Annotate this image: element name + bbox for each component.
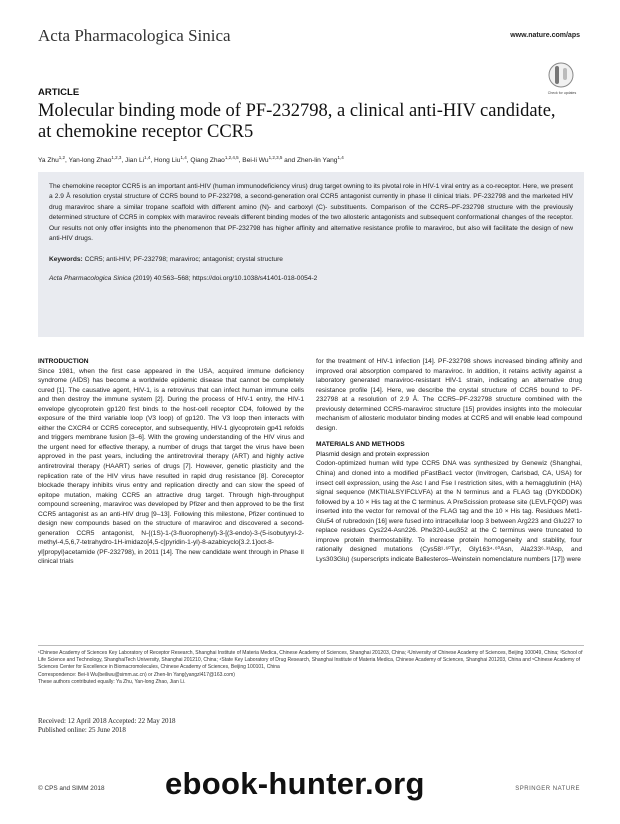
author: Qiang Zhao bbox=[190, 157, 225, 165]
publication-dates bbox=[38, 717, 175, 736]
keywords bbox=[49, 256, 573, 263]
publisher-logo: SPRINGER NATURE bbox=[515, 786, 580, 792]
check-for-updates-icon[interactable] bbox=[547, 61, 575, 91]
author-affil: 1,4 bbox=[180, 155, 187, 160]
copyright: © CPS and SIMM 2018 bbox=[38, 785, 105, 792]
paragraph: Since 1981, when the first case appeared in the USA, acquired immune deficiency syndrome (AIDS) has become a worldwide epidemic disease that cannot be completely cured [1]. The causative agent, HIV-1, is a retrovirus that can infect human immune cells and then destroy the immune system [2]. During the process of HIV-1 entry, the HIV-1 envelope glycoprotein gp120 first binds to the host-cell receptor CD4, followed by the exposure of the third variable loop (V3 loop) of gp120. The V3 loop then interacts with either the CXCR4 or CCR5 coreceptor, and subsequently, HIV-1 glycoprotein gp41 refolds and triggers membrane fusion [3–6]. With the growing understanding of the HIV virus and the urgent need for effective therapy, a number of drugs that target the virus have been approved in the past years, including the antiretroviral therapy (ART) and highly active antiretroviral therapy (HAART) series of drugs [7]. However, genetic plasticity and the replication rate of the HIV virus have resulted in rapid drug resistance [8]. Coreceptor blockade therapy inhibits virus entry and replication directly and can slow the speed of epitope mutation, making CCR5 an attractive drug target. Through high-throughput compound screening, maraviroc was developed by Pfizer and then approved to be the first CCR5 antagonist as an anti-HIV drug [9–13]. Following this milestone, Pfizer continued to design new compounds based on the structure of maraviroc and discovered a second-generation CCR5 antagonist, N-{(1S)-1-(3-fluorophenyl)-3-[(3-endo)-3-(5-isobutyryl-2-methyl-4,5,6,7-tetrahydro-1H-imidazo[4,5-c]pyridin-1-yl)-8-azabicyclo[3.2.1]oct-8-yl]propyl}acetamide (PF-232798), in 2011 [14]. The new candidate went through in Phase II clinical trials bbox=[38, 367, 304, 566]
section-heading: MATERIALS AND METHODS bbox=[316, 441, 405, 449]
author: Yan-long Zhao bbox=[68, 157, 112, 165]
author-list: Ya Zhu$^{1,2}$, Yan-long Zhao$^{1,2,3}$, Jian Li$^{1,4}$, Hong Liu$^{1,4}$, Qiang Zhao$^{1,2,4,5}$, Bei-li Wu$^{1,2,3,5}$ and Zhen-lin Yang$^{1,4}$ bbox=[38, 155, 344, 165]
author-affil: 1,2 bbox=[58, 155, 66, 160]
divider bbox=[38, 645, 584, 646]
paragraph: Codon-optimized human wild type CCR5 DNA was synthesized by Genewiz (Shanghai, China) and cloned into a modified pFastBac1 vector (Invitrogen, Carlsbad, CA, USA) for insect cell expression, using the Asc I and Fse I restriction sites, with a hemagglutinin (HA) signal sequence (MKTIIALSYIFCLVFA) at the N terminus and a FLAG tag (DYKDDDK) followed by a 10 × His tag at the C terminus. A PreScission protease site (LEVLFQGP) was inserted into the vector for removal of the FLAG tag and the 10 × His tag. Residues Met1-Glu54 of rubredoxin [16] were fused into intracellular loop 3 between Arg223 and Glu227 to replace residues Cys224-Asn226. Phe320-Leu352 at the C terminus were truncated to improve protein thermostability. To increase protein homogeneity and stability, four rationally designed mutations (Cys58¹·⁶⁰Tyr, Gly163⁴·⁶⁰Asn, Ala233⁶·³³Asp, and Lys303Glu) (superscripts indicate Ballesteros–Weinstein nomenclature numbers [17]) were bbox=[316, 460, 582, 563]
author-affil: 1,2,3 bbox=[111, 155, 122, 160]
citation-doi: (2019) 40:563–568; https://doi.org/10.1038/s41401-018-0054-2 bbox=[131, 275, 318, 283]
author: Bei-li Wu bbox=[242, 157, 269, 165]
affiliation-text: ¹Chinese Academy of Sciences Key Laboratory of Receptor Research, Shanghai Institute of Materia Medica, Chinese Academy of Sciences, Shanghai 201203, China; ²University of Chinese Academy of Sciences, Beijing 100049, China; ³School of Life Science and Technology, ShanghaiTech University, Shanghai 201210, China; ⁴State Key Laboratory of Drug Research, Shanghai Institute of Materia Medica, Chinese Academy of Sciences, Shanghai 201203, China and ⁵Chinese Academy of Sciences Center for Excellence in Biomacromolecules, Chinese Academy of Sciences, Beijing 100101, China bbox=[38, 650, 583, 671]
author-affil: 1,2,4,5 bbox=[224, 155, 239, 160]
equal-contribution: These authors contributed equally: Ya Zhu, Yan-long Zhao, Jian Li. bbox=[38, 678, 186, 685]
journal-url[interactable]: www.nature.com/aps bbox=[510, 32, 580, 39]
abstract-box bbox=[38, 172, 584, 337]
correspondence: Correspondence: Bei-li Wu(beiliwu@simm.ac.cn) or Zhen-lin Yang(yangzl417@163.com) bbox=[38, 671, 235, 678]
author: Zhen-lin Yang bbox=[297, 157, 338, 165]
received-date: Received: 12 April 2018 Accepted: 22 May 2018 bbox=[38, 717, 176, 725]
author: Jian Li bbox=[125, 157, 145, 165]
column-left bbox=[38, 357, 304, 567]
author: Ya Zhu bbox=[38, 157, 59, 165]
citation-journal: Acta Pharmacologica Sinica bbox=[49, 275, 132, 283]
section-heading: INTRODUCTION bbox=[38, 358, 89, 365]
watermark: ebook-hunter.org bbox=[165, 766, 425, 801]
keywords-list: CCR5; anti-HIV; PF-232798; maraviroc; antagonist; crystal structure bbox=[84, 256, 283, 264]
paragraph: for the treatment of HIV-1 infection [14]. PF-232798 shows increased binding affinity and improved oral absorption compared to maraviroc. In addition, it retains activity against a laboratory generated maraviroc-resistant HIV-1 strain, indicating an alternative drug resistance profile [14]. Here, we describe the crystal structure of CCR5 bound to PF-232798 at a resolution of 2.9 Å. The CCR5–PF-232798 structure combined with the previously determined CCR5-maraviroc structure [15] provides insights into the molecular mechanism of allosteric modulator binding modes at CCR5 and will enable lead compound design. bbox=[316, 358, 582, 432]
article-title: Molecular binding mode of PF-232798, a clinical anti-HIV candidate, at chemokine receptor CCR5 bbox=[38, 101, 556, 142]
check-for-updates-label: Check for updates bbox=[547, 91, 577, 95]
author-affil: 1,4 bbox=[144, 155, 151, 160]
author-affil: 1,4 bbox=[337, 155, 344, 160]
column-right bbox=[316, 357, 582, 564]
author-affil: 1,2,3,5 bbox=[268, 155, 283, 160]
abstract-text: The chemokine receptor CCR5 is an important anti-HIV (human immunodeficiency virus) drug target owning to its pivotal role in HIV-1 viral entry as a co-receptor. Here, we present a 2.9 Å resolution crystal structure of CCR5 bound to PF-232798, a second-generation oral CCR5 antagonist currently in phase II clinical trials. PF-232798 and the marketed HIV drug maraviroc share a similar tropane scaffold with different amino (N)- and carboxyl (C)- substituents. Comparison of the CCR5–PF-232798 structure with the previously determined structure of CCR5 in complex with maraviroc reveals different binding modes of the two allosteric antagonists and subsequent conformational changes of the receptor. Our results not only offer insights into the phenomenon that PF-232798 has higher affinity and alternative resistance profile to maraviroc, but also will facilitate the design of new anti-HIV drugs. bbox=[49, 183, 573, 243]
citation bbox=[49, 275, 573, 282]
article-type: ARTICLE bbox=[38, 87, 80, 98]
published-date: Published online: 25 June 2018 bbox=[38, 726, 126, 735]
keywords-label: Keywords: bbox=[49, 256, 83, 264]
journal-name: Acta Pharmacologica Sinica bbox=[38, 26, 231, 45]
author: Hong Liu bbox=[154, 157, 181, 165]
subsection-heading: Plasmid design and protein expression bbox=[316, 450, 430, 458]
affiliations bbox=[38, 650, 584, 686]
